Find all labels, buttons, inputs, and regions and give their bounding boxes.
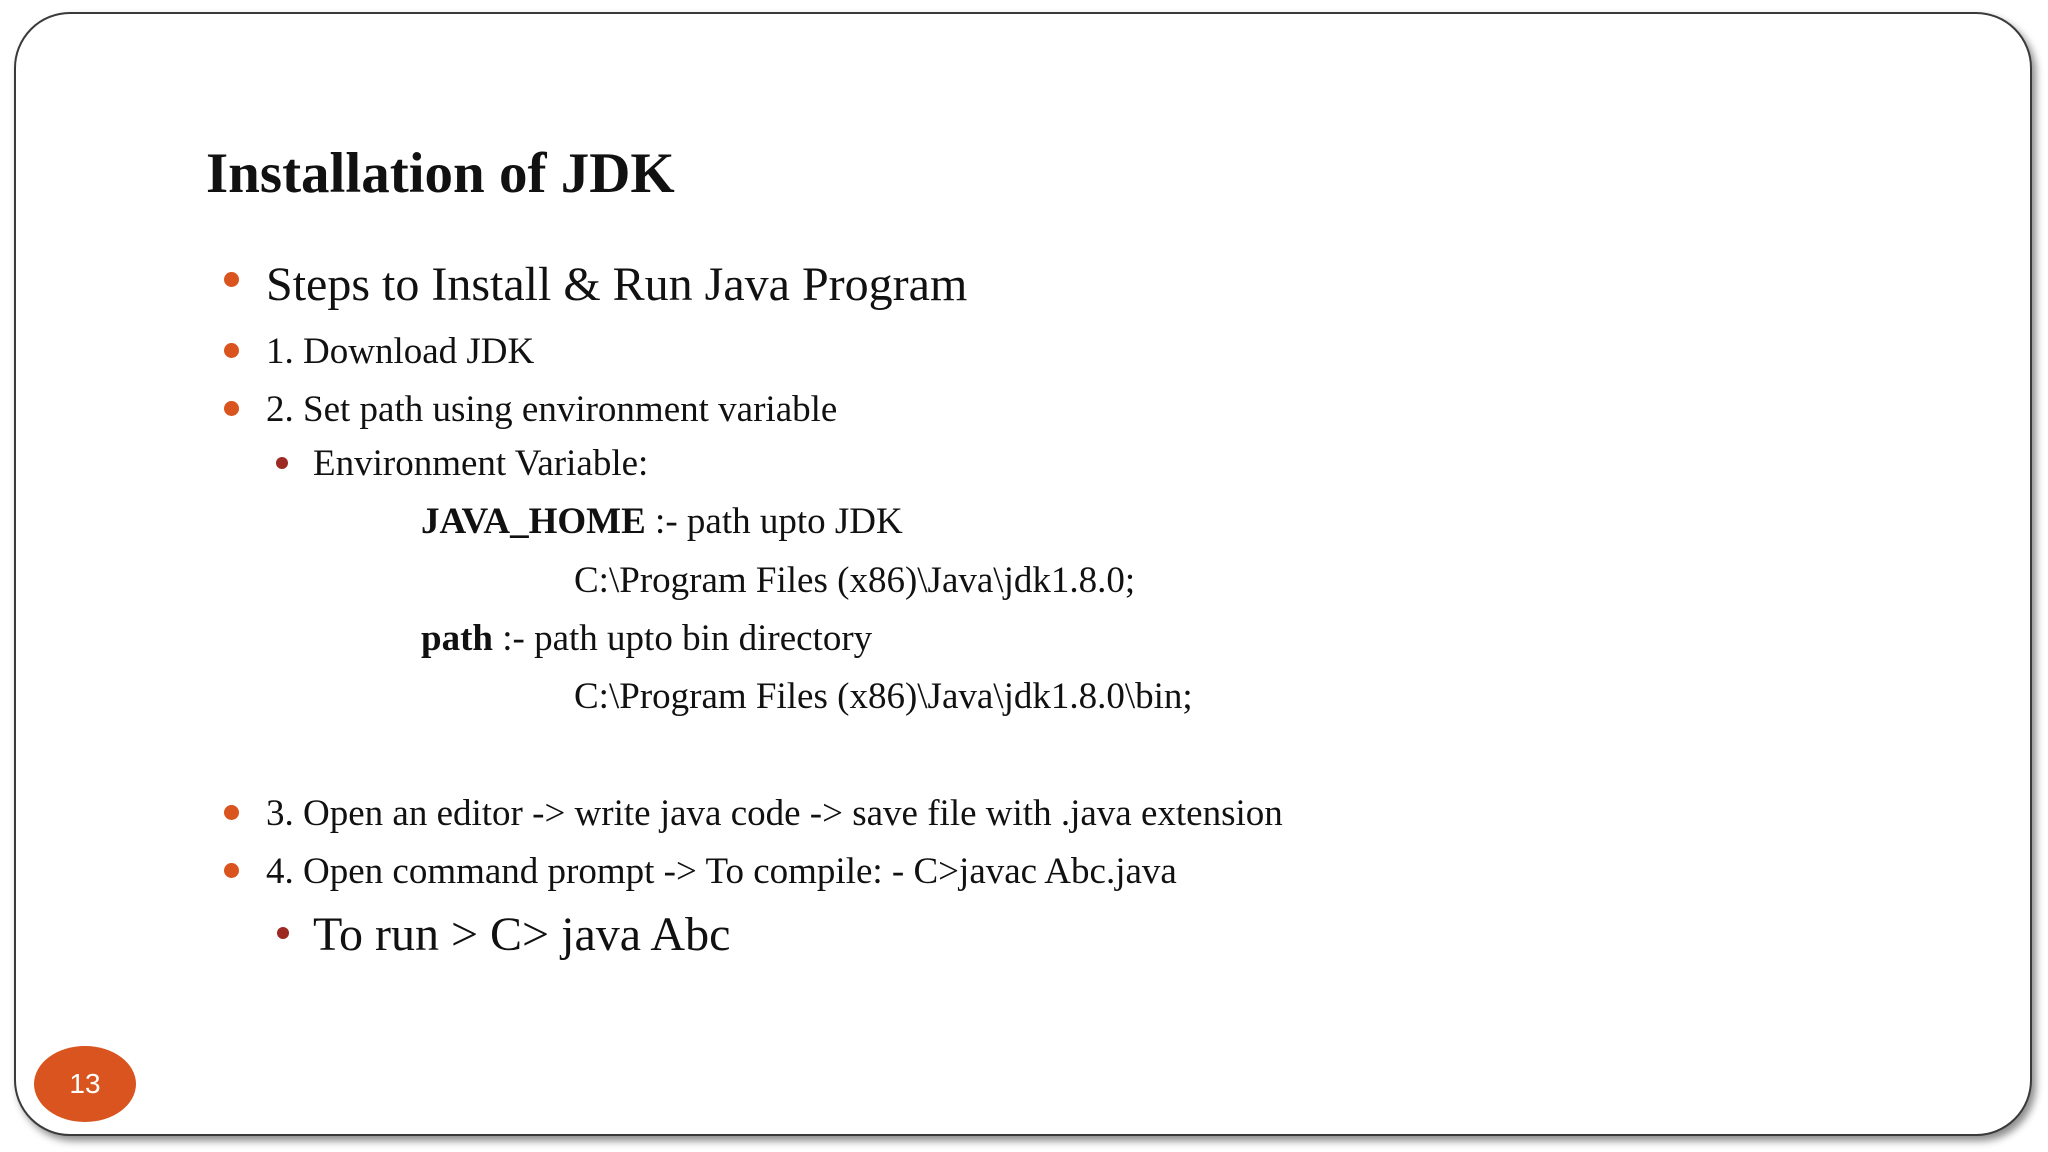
list-item-editor: 3. Open an editor -> write java code -> save file with .java extension [266,793,1283,834]
page-number-badge: 13 [34,1046,136,1122]
list-item-compile: 4. Open command prompt -> To compile: - C>javac Abc.java [266,851,1177,892]
list-item-run: To run > C> java Abc [313,908,731,961]
bullet-icon [224,805,239,820]
list-item-download: 1. Download JDK [266,331,535,372]
bullet-icon [224,272,239,287]
list-item-env-variable: Environment Variable: [313,443,649,484]
path-desc: :- path upto bin directory [492,618,873,659]
java-home-path: C:\Program Files (x86)\Java\jdk1.8.0; [574,560,1136,601]
path-line [421,617,872,661]
java-home-label: JAVA_HOME [421,501,646,542]
list-item-set-path: 2. Set path using environment variable [266,389,838,430]
path-label: path [421,618,493,659]
sub-bullet-icon [277,927,289,939]
bullet-icon [224,343,239,358]
java-home-line [421,500,903,544]
bullet-icon [224,863,239,878]
bin-path: C:\Program Files (x86)\Java\jdk1.8.0\bin; [574,676,1193,717]
java-home-desc: :- path upto JDK [645,501,903,542]
bullet-icon [224,401,239,416]
slide-title: Installation of JDK [206,142,675,205]
list-item-steps: Steps to Install & Run Java Program [266,258,968,311]
sub-bullet-icon [276,457,288,469]
